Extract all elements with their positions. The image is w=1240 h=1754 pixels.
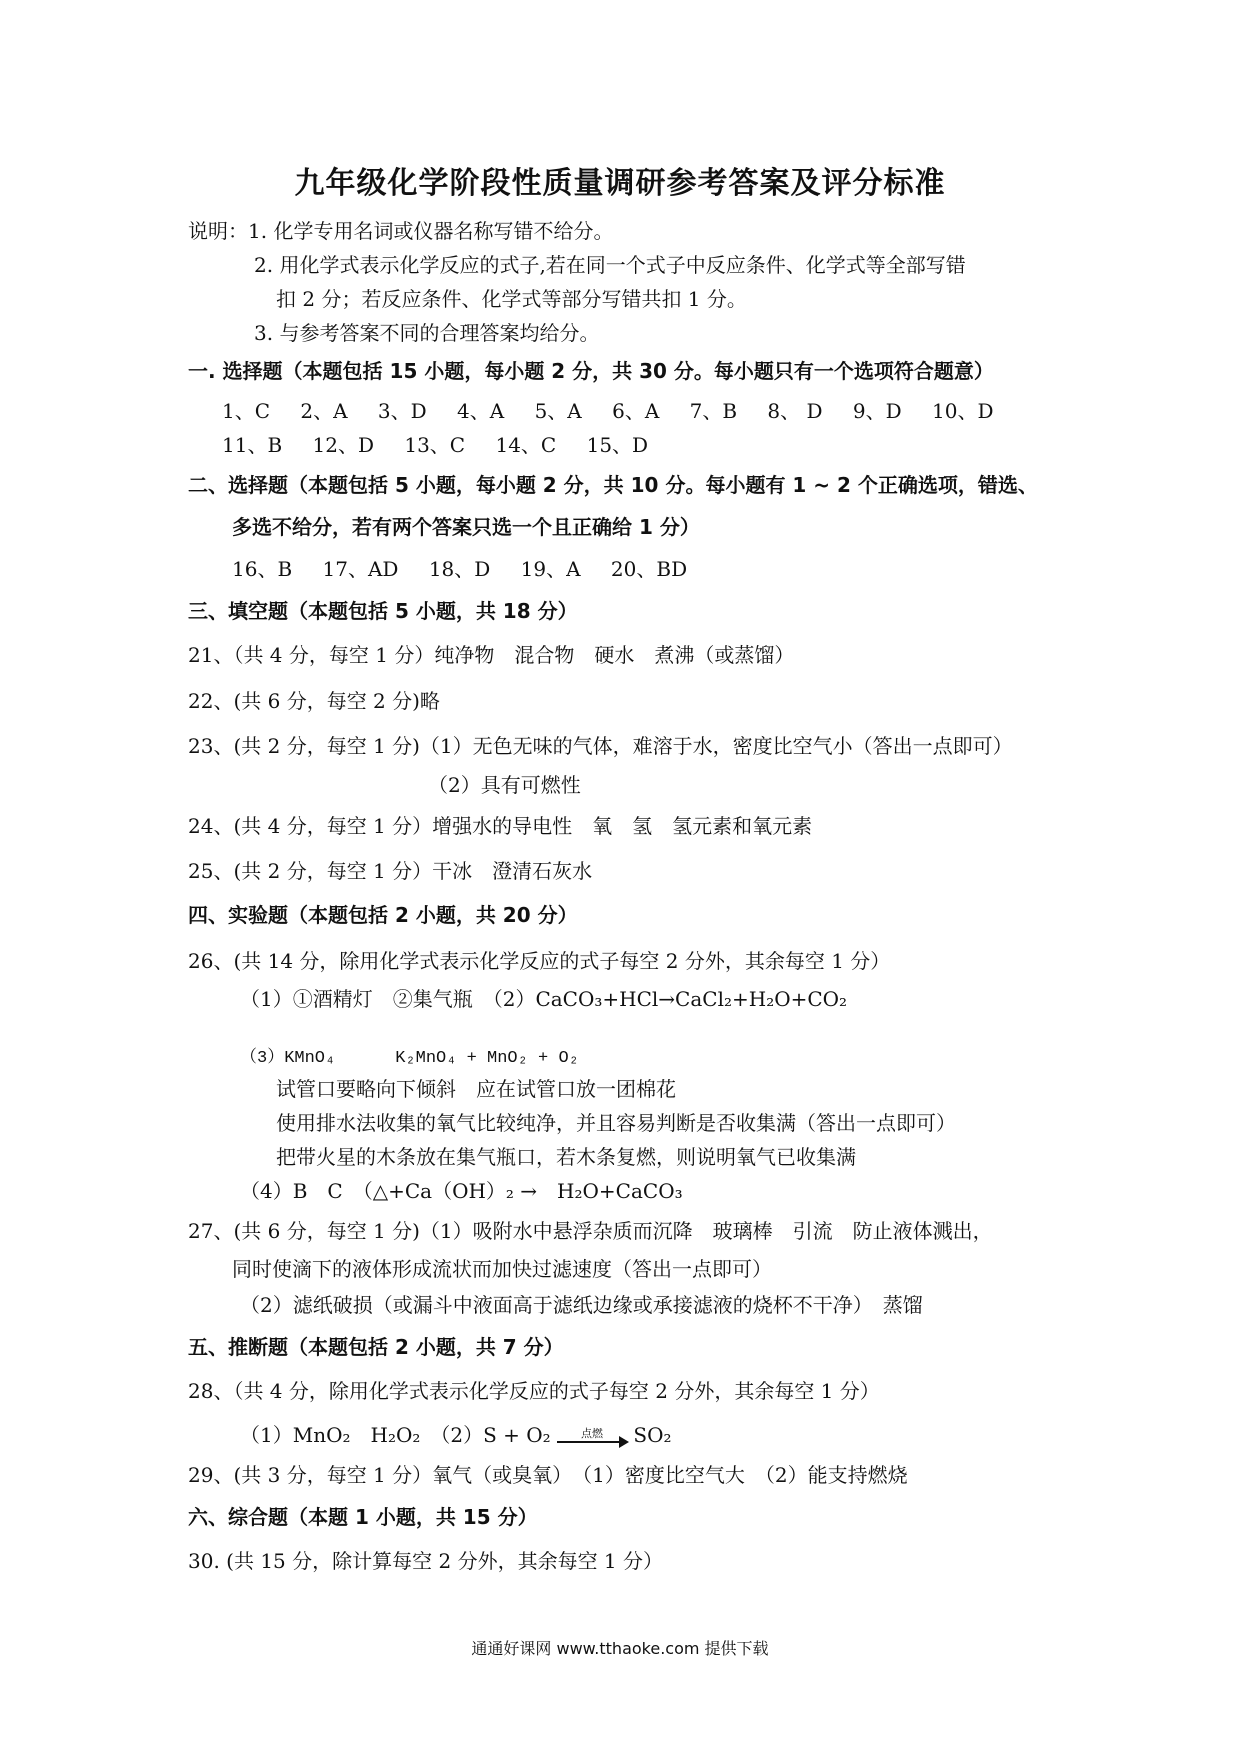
question-28-product: SO₂	[633, 1423, 672, 1447]
section-6-heading: 六、综合题（本题 1 小题，共 15 分）	[188, 1505, 538, 1529]
question-23b: （2）具有可燃性	[428, 773, 581, 797]
question-23a: 23、(共 2 分，每空 1 分)（1）无色无味的气体，难溶于水，密度比空气小（答出一点即可）	[188, 734, 1013, 758]
question-25: 25、(共 2 分，每空 1 分）干冰 澄清石灰水	[188, 859, 593, 883]
question-26-part-4: （4）B C （△+Ca（OH）₂ → H₂O+CaCO₃	[240, 1179, 683, 1203]
answer-item: 7、B	[689, 399, 738, 423]
answer-item: 16、B	[232, 557, 293, 581]
note-3: 3. 与参考答案不同的合理答案均给分。	[254, 321, 600, 345]
answer-item: 8、 D	[767, 399, 823, 423]
answer-item: 18、D	[428, 557, 491, 581]
note-2a: 2. 用化学式表示化学反应的式子,若在同一个式子中反应条件、化学式等全部写错	[254, 253, 966, 277]
answer-item: 4、A	[457, 399, 505, 423]
question-24: 24、(共 4 分，每空 1 分）增强水的导电性 氧 氢 氢元素和氧元素	[188, 814, 813, 838]
question-22: 22、(共 6 分，每空 2 分)略	[188, 689, 440, 713]
equation-reactant: （3）KMnO₄	[240, 1049, 336, 1068]
question-28-answer	[240, 1422, 672, 1448]
question-26-part-3-c: 使用排水法收集的氧气比较纯净，并且容易判断是否收集满（答出一点即可）	[276, 1111, 956, 1135]
notes-line-1	[188, 218, 613, 244]
answer-item: 19、A	[520, 557, 581, 581]
question-27a: 27、(共 6 分，每空 1 分)（1）吸附水中悬浮杂质而沉降 玻璃棒 引流 防止液体溅出，	[188, 1219, 993, 1243]
answer-item: 15、D	[586, 433, 649, 457]
answer-item: 17、AD	[322, 557, 399, 581]
answer-item: 11、B	[222, 433, 283, 457]
equation-products: K₂MnO₄ + MnO₂ + O₂	[395, 1049, 579, 1068]
reaction-arrow-icon	[557, 1426, 627, 1443]
reaction-condition: 点燃	[581, 1426, 604, 1440]
page-footer: 通通好课网 www.tthaoke.com 提供下载	[471, 1639, 769, 1658]
answer-item: 14、C	[495, 433, 557, 457]
answer-item: 6、A	[612, 399, 660, 423]
question-29: 29、(共 3 分，每空 1 分）氧气（或臭氧） （1）密度比空气大 （2）能支持燃烧	[188, 1463, 908, 1487]
question-21: 21、（共 4 分，每空 1 分）纯净物 混合物 硬水 煮沸（或蒸馏）	[188, 643, 795, 667]
section-1-heading: 一. 选择题（本题包括 15 小题，每小题 2 分，共 30 分。每小题只有一个选项符合题意）	[188, 359, 994, 383]
answer-item: 20、BD	[610, 557, 688, 581]
section-2-heading-a: 二、选择题（本题包括 5 小题，每小题 2 分，共 10 分。每小题有 1 ~ 2 个正确选项，错选、	[188, 473, 1038, 497]
answer-item: 12、D	[312, 433, 374, 457]
question-26-part-3-equation	[240, 1042, 579, 1072]
answer-item: 9、D	[852, 399, 902, 423]
answer-item: 3、D	[377, 399, 427, 423]
section-5-heading: 五、推断题（本题包括 2 小题，共 7 分）	[188, 1335, 564, 1359]
notes-label: 说明：	[188, 219, 248, 243]
section-1-answers-row-2	[222, 432, 672, 458]
answer-item: 10、D	[932, 399, 994, 423]
answer-item: 2、A	[300, 399, 348, 423]
question-28-part-1-2: （1）MnO₂ H₂O₂ （2）S + O₂	[240, 1423, 551, 1447]
question-28: 28、（共 4 分，除用化学式表示化学反应的式子每空 2 分外，其余每空 1 分）	[188, 1379, 880, 1403]
note-1: 1. 化学专用名词或仪器名称写错不给分。	[248, 219, 614, 243]
answer-item: 1、C	[222, 399, 271, 423]
section-2-heading-b: 多选不给分，若有两个答案只选一个且正确给 1 分）	[232, 515, 700, 539]
answer-item: 13、C	[404, 433, 466, 457]
section-3-heading: 三、填空题（本题包括 5 小题，共 18 分）	[188, 599, 578, 623]
section-1-answers-row-1	[222, 398, 1018, 424]
question-26-part-3-d: 把带火星的木条放在集气瓶口，若木条复燃，则说明氧气已收集满	[276, 1145, 856, 1169]
question-27b: 同时使滴下的液体形成流状而加快过滤速度（答出一点即可）	[232, 1257, 772, 1281]
note-2b: 扣 2 分；若反应条件、化学式等部分写错共扣 1 分。	[276, 287, 747, 311]
question-30: 30. (共 15 分，除计算每空 2 分外，其余每空 1 分）	[188, 1549, 664, 1573]
answer-item: 5、A	[534, 399, 582, 423]
section-4-heading: 四、实验题（本题包括 2 小题，共 20 分）	[188, 903, 578, 927]
page-title: 九年级化学阶段性质量调研参考答案及评分标准	[294, 166, 946, 201]
question-27c: （2）滤纸破损（或漏斗中液面高于滤纸边缘或承接滤液的烧杯不干净） 蒸馏	[240, 1293, 923, 1317]
question-26-part-3-b: 试管口要略向下倾斜 应在试管口放一团棉花	[276, 1077, 676, 1101]
section-2-answers	[232, 556, 711, 582]
question-26: 26、(共 14 分，除用化学式表示化学反应的式子每空 2 分外，其余每空 1 分）	[188, 949, 891, 973]
question-26-part-1-2: （1）①酒精灯 ②集气瓶 （2）CaCO₃+HCl→CaCl₂+H₂O+CO₂	[240, 987, 848, 1011]
